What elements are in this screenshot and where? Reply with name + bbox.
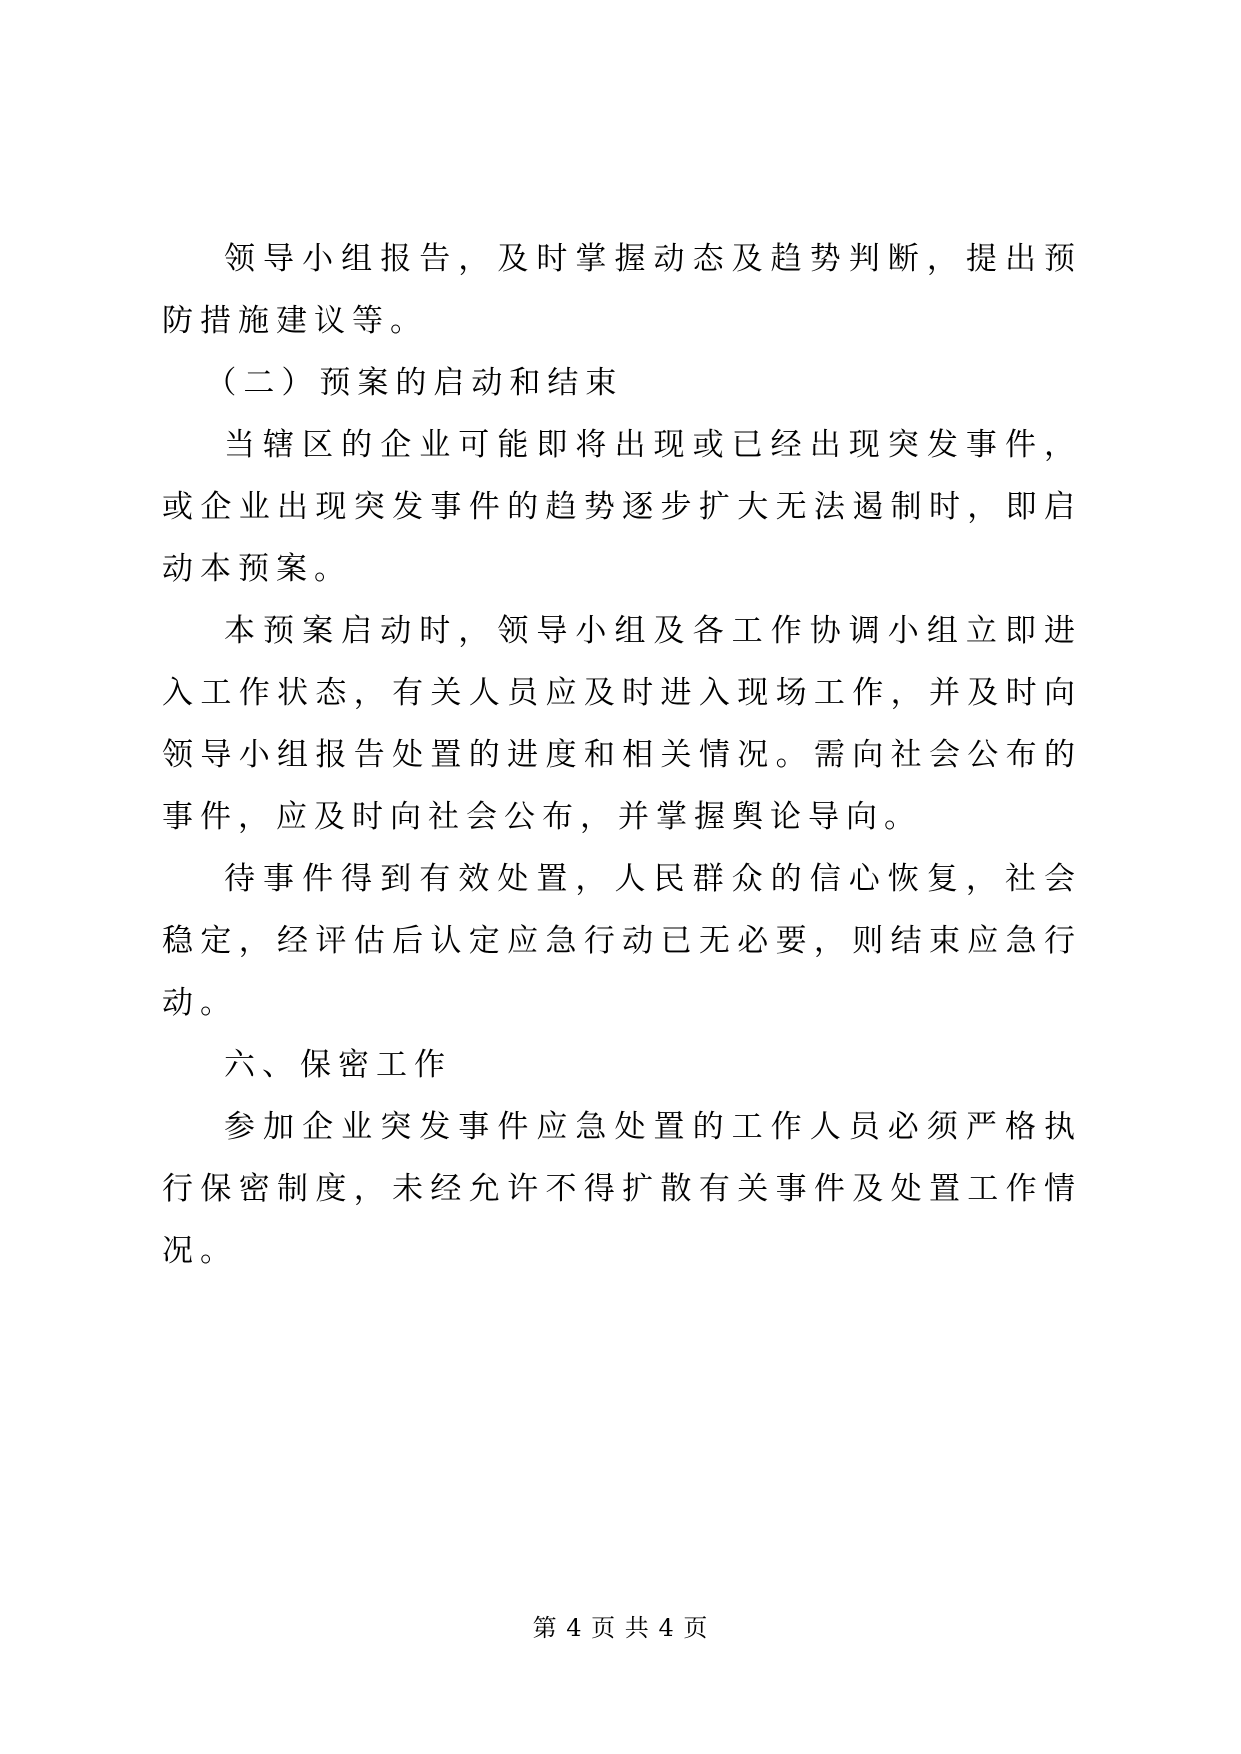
paragraph-plan-activation: 当辖区的企业可能即将出现或已经出现突发事件，或企业出现突发事件的趋势逐步扩大无法遏制时，即启动本预案。 bbox=[162, 427, 1082, 587]
page-number-footer: 第 4 页 共 4 页 bbox=[532, 1614, 709, 1642]
paragraph-working-state: 本预案启动时，领导小组及各工作协调小组立即进入工作状态，有关人员应及时进入现场工作，并及时向领导小组报告处置的进度和相关情况。需向社会公布的事件，应及时向社会公布，并掌握舆论导向。 bbox=[162, 613, 1082, 835]
paragraph-report-continuation: 领导小组报告，及时掌握动态及趋势判断，提出预防措施建议等。 bbox=[162, 241, 1082, 339]
section-heading-plan-start-end: （二）预案的启动和结束 bbox=[205, 365, 624, 401]
paragraph-confidentiality: 参加企业突发事件应急处置的工作人员必须严格执行保密制度，未经允许不得扩散有关事件及处置工作情况。 bbox=[162, 1109, 1082, 1269]
document-body bbox=[162, 228, 1082, 1282]
section-heading-confidentiality: 六、保密工作 bbox=[224, 1047, 452, 1083]
paragraph-plan-end: 待事件得到有效处置，人民群众的信心恢复，社会稳定，经评估后认定应急行动已无必要，则结束应急行动。 bbox=[162, 861, 1082, 1021]
